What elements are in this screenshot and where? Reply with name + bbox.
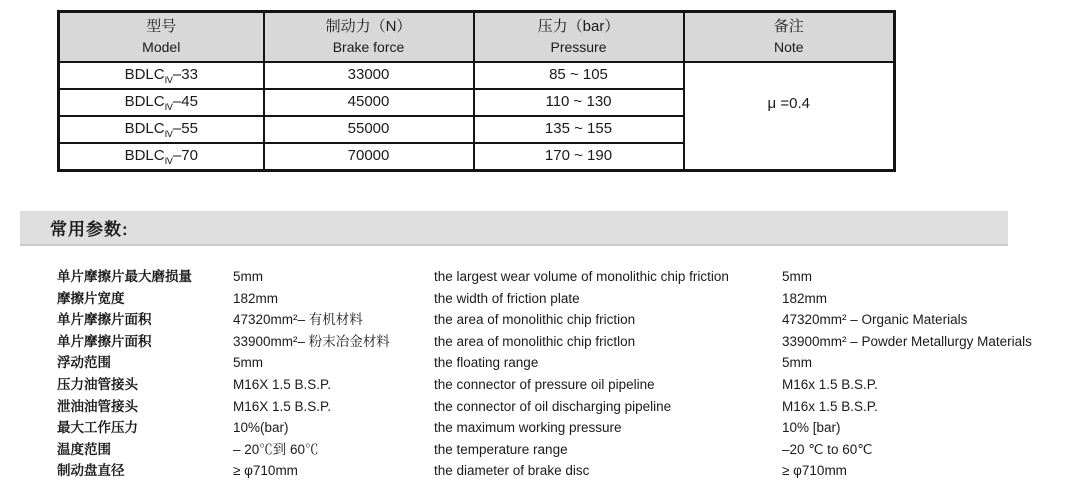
pressure-cell: 135 ~ 155: [474, 116, 684, 143]
param-en-value: 33900mm² – Powder Metallurgy Materials: [782, 333, 1032, 349]
param-en-value: 10% [bar): [782, 420, 841, 436]
param-en-label: the largest wear volume of monolithic chip friction: [434, 269, 729, 284]
param-en-value: M16x 1.5 B.S.P.: [782, 376, 878, 392]
parameters-list: [57, 266, 1067, 482]
param-cn-value: 182mm: [233, 290, 279, 306]
header-note-en: Note: [773, 38, 804, 55]
header-pressure-en: Pressure: [550, 38, 607, 55]
param-cn-value: M16X 1.5 B.S.P.: [233, 398, 332, 414]
param-cn-label: 泄油油管接头: [57, 398, 138, 414]
model-subscript: Ⅳ: [164, 102, 173, 113]
param-cn-label: 单片摩擦片面积: [57, 312, 152, 328]
section-title: 常用参数:: [50, 220, 129, 239]
param-cn-label: 压力油管接头: [57, 376, 138, 392]
pressure-cell: 170 ~ 190: [474, 143, 684, 171]
model-name: BDLC: [124, 66, 165, 84]
brake-force-cell: 45000: [264, 89, 474, 116]
param-cn-value: ≥ φ710mm: [233, 463, 298, 479]
brake-force-cell: 33000: [264, 62, 474, 89]
param-cn-value: – 20℃到 60℃: [233, 441, 319, 457]
param-en-label: the temperature range: [434, 441, 568, 457]
model-number: –55: [172, 120, 198, 138]
model-subscript: Ⅳ: [164, 75, 173, 86]
param-en-value: –20 ℃ to 60℃: [782, 441, 873, 457]
model-cell: [59, 116, 264, 143]
param-en-label: the floating range: [434, 355, 539, 371]
header-model: [59, 12, 264, 63]
model-name: BDLC: [124, 147, 165, 165]
note-cell: [684, 62, 895, 171]
model-cell: [59, 89, 264, 116]
header-pressure-cn: 压力（bar）: [537, 18, 620, 36]
param-cn-label: 摩擦片宽度: [57, 290, 125, 306]
model-cell: [59, 143, 264, 171]
header-brake-force: [264, 12, 474, 63]
header-note-cn: 备注: [773, 18, 804, 36]
param-cn-label: 制动盘直径: [57, 463, 125, 479]
pressure-cell: 85 ~ 105: [474, 62, 684, 89]
param-en-label: the area of monolithic chip friction: [434, 312, 636, 328]
param-en-value: 5mm: [782, 355, 812, 371]
param-cn-value: 47320mm²– 有机材料: [233, 312, 363, 328]
header-note: [684, 12, 895, 63]
param-cn-value: 33900mm²– 粉末冶金材料: [233, 333, 390, 349]
brake-force-cell: 55000: [264, 116, 474, 143]
param-en-value: M16x 1.5 B.S.P.: [782, 398, 878, 414]
model-number: –70: [172, 147, 198, 165]
param-en-value: 5mm: [782, 269, 812, 284]
model-subscript: Ⅳ: [164, 129, 173, 140]
spec-table-header-row: [59, 12, 895, 63]
header-brake-force-cn: 制动力（N）: [325, 18, 412, 36]
param-cn-value: M16X 1.5 B.S.P.: [233, 376, 332, 392]
pressure-cell: 110 ~ 130: [474, 89, 684, 116]
model-number: –33: [172, 66, 198, 84]
brake-spec-table: [57, 10, 896, 172]
param-en-label: the diameter of brake disc: [434, 463, 590, 479]
model-cell: [59, 62, 264, 89]
param-cn-value: 5mm: [233, 355, 263, 371]
section-header-bar: [20, 211, 1008, 246]
model-subscript: Ⅳ: [164, 156, 173, 167]
model-number: –45: [172, 93, 198, 111]
param-en-value: 47320mm² – Organic Materials: [782, 312, 968, 328]
param-en-label: the connector of oil discharging pipeline: [434, 398, 672, 414]
note-value: μ =0.4: [767, 94, 810, 112]
param-cn-label: 温度范围: [57, 441, 111, 457]
table-row: [59, 62, 895, 89]
param-en-value: 182mm: [782, 290, 828, 306]
param-cn-value: 10%(bar): [233, 420, 289, 436]
param-en-label: the maximum working pressure: [434, 420, 622, 436]
model-name: BDLC: [124, 120, 165, 138]
brake-force-cell: 70000: [264, 143, 474, 171]
header-model-cn: 型号: [146, 18, 177, 36]
param-en-value: ≥ φ710mm: [782, 463, 847, 479]
param-cn-label: 单片摩擦片面积: [57, 333, 152, 349]
param-cn-label: 浮动范围: [57, 355, 111, 371]
header-model-en: Model: [142, 38, 181, 55]
param-en-label: the width of friction plate: [434, 290, 580, 306]
param-cn-label: 最大工作压力: [57, 420, 138, 436]
model-name: BDLC: [124, 93, 165, 111]
param-en-label: the connector of pressure oil pipeline: [434, 376, 655, 392]
param-cn-label: 单片摩擦片最大磨损量: [57, 269, 192, 284]
header-pressure: [474, 12, 684, 63]
header-brake-force-en: Brake force: [332, 38, 405, 55]
param-en-label: the area of monolithic chip frictlon: [434, 333, 636, 349]
param-cn-value: 5mm: [233, 269, 263, 284]
